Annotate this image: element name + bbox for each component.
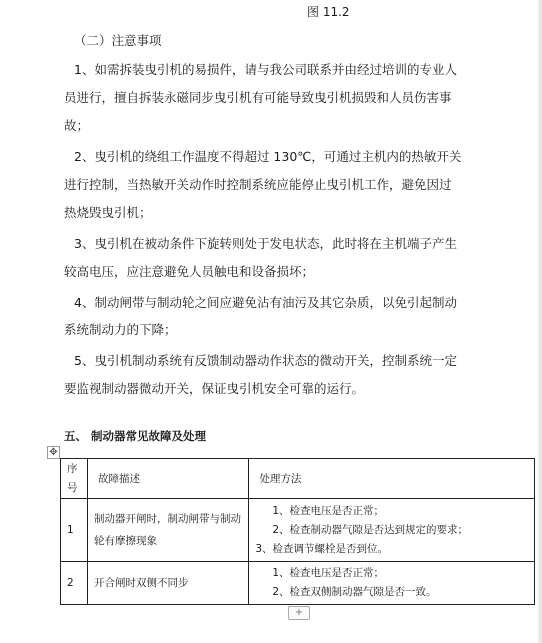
header-desc: 故障描述: [98, 472, 141, 485]
row-2-method-line: 1、检查电压是否正常；: [272, 567, 385, 579]
header-desc-cell: [88, 459, 249, 499]
table-header-row: [61, 459, 535, 499]
note-5-line-2: 要监视制动器微动开关，保证曳引机安全可靠的运行。: [64, 381, 365, 396]
row-2-method-line: 2、检查双侧制动器气隙是否一致。: [272, 586, 437, 598]
row-2-method-cell: [249, 562, 535, 605]
note-2-line-2: 进行控制，当热敏开关动作时控制系统应能停止曳引机工作，避免因过: [64, 177, 452, 192]
row-1-method-line: 1、检查电压是否正常；: [272, 504, 385, 517]
row-1-seq-cell: [61, 499, 88, 562]
row-2-seq-cell: [61, 562, 88, 605]
note-2-line-1: 2、曳引机的绕组工作温度不得超过 130℃，可通过主机内的热敏开关: [74, 149, 462, 164]
row-1-method-line: 3、检查调节螺栓是否到位。: [255, 542, 389, 555]
note-5-line-1: 5、曳引机制动系统有反馈制动器动作状态的微动开关，控制系统一定: [74, 353, 457, 368]
header-seq-line: 号: [67, 481, 78, 494]
page-scroll-edge: [538, 0, 542, 643]
figure-caption: 图 11.2: [307, 5, 350, 19]
row-2-desc-cell: [88, 562, 249, 605]
note-4-line-2: 系统制动力的下降；: [64, 322, 177, 337]
row-1-method-line: 2、检查制动器气隙是否达到规定的要求；: [272, 523, 469, 536]
table-row: [61, 499, 535, 562]
header-method-cell: [249, 459, 535, 499]
row-2-seq: 2: [67, 577, 74, 589]
row-2-desc: 开合闸时双侧不同步: [94, 577, 189, 589]
row-1-seq: 1: [67, 524, 74, 536]
row-1-method-cell: [249, 499, 535, 562]
row-1-desc-cell: [88, 499, 249, 562]
table-move-handle-icon[interactable]: ✥: [47, 446, 60, 459]
table-row: [61, 562, 535, 605]
header-method: 处理方法: [259, 472, 302, 485]
note-1-line-3: 故；: [64, 118, 90, 133]
fault-table: [60, 458, 535, 605]
header-seq-line: 序: [67, 462, 78, 475]
note-4-line-1: 4、制动闸带与制动轮之间应避免沾有油污及其它杂质，以免引起制动: [74, 295, 457, 310]
header-seq-cell: [61, 459, 88, 499]
note-3-line-2: 较高电压，应注意避免人员触电和设备损坏；: [64, 264, 315, 279]
note-2-line-3: 热烧毁曳引机；: [64, 205, 152, 220]
section-5-title: 五、 制动器常见故障及处理: [64, 429, 207, 443]
notes-heading: （二）注意事项: [74, 33, 162, 48]
note-1-line-1: 1、如需拆装曳引机的易损件，请与我公司联系并由经过培训的专业人: [74, 62, 457, 77]
row-1-desc-line: 制动器开闸时，制动闸带与制动: [94, 513, 242, 525]
note-3-line-1: 3、曳引机在被动条件下旋转则处于发电状态，此时将在主机端子产生: [74, 236, 457, 251]
row-1-desc-line: 轮有摩擦现象: [94, 535, 158, 547]
note-1-line-2: 员进行，擅自拆装永磁同步曳引机有可能导致曳引机损毁和人员伤害事: [64, 90, 452, 105]
add-row-button[interactable]: +: [288, 606, 310, 620]
